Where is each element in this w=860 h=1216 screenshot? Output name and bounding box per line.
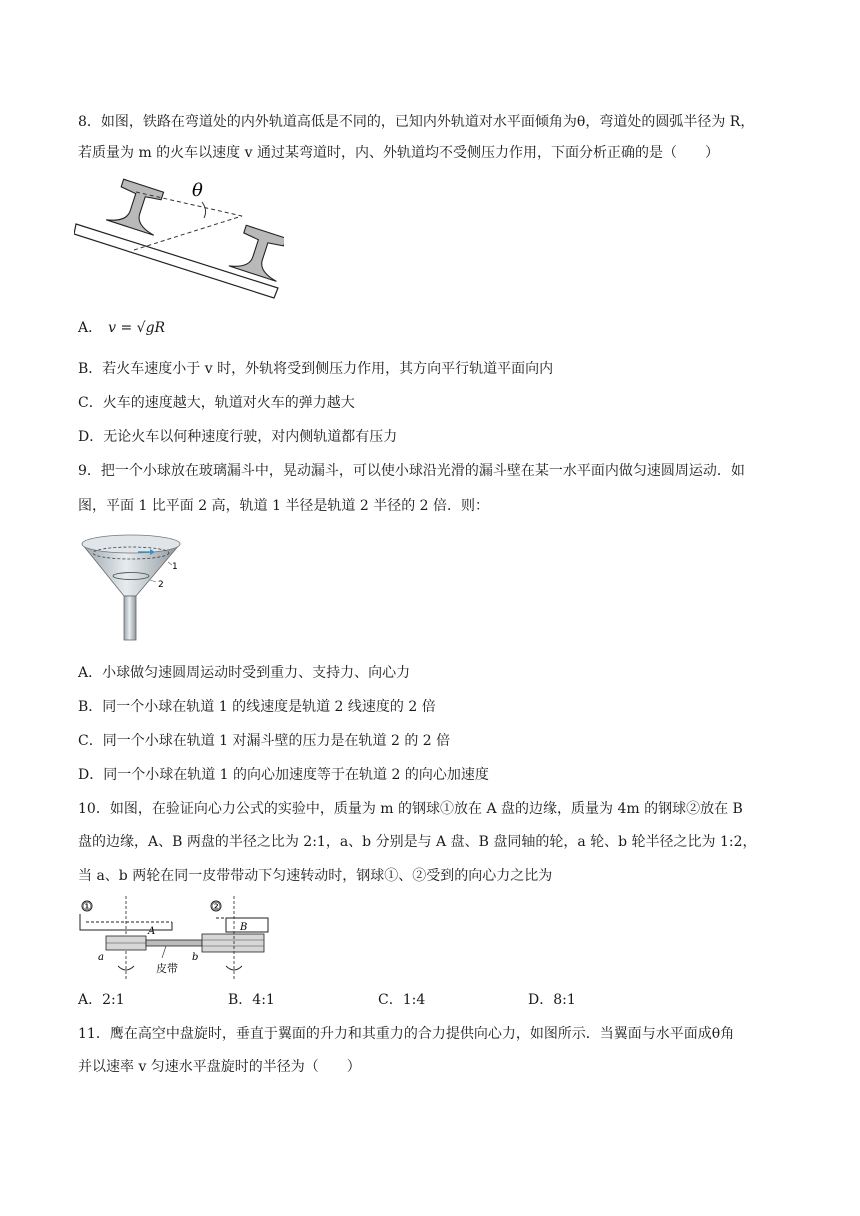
q11-stem-line2: 并以速率 v 匀速水平盘旋时的半径为（ ） (78, 1059, 361, 1075)
right-rail (229, 224, 284, 281)
q8-stem-line2: 若质量为 m 的火车以速度 v 通过某弯道时，内、外轨道均不受侧压力作用，下面分析正确的是（ ） (78, 145, 719, 161)
label-2: 2 (158, 580, 164, 590)
q10-option-a: A．2:1 (78, 992, 125, 1008)
q8-option-d: D．无论火车以何种速度行驶，对内侧轨道都有压力 (78, 429, 398, 445)
wheel-b-label: b (192, 952, 199, 963)
q9-stem-line1: 9．把一个小球放在玻璃漏斗中，晃动漏斗，可以使小球沿光滑的漏斗壁在某一水平面内做匀速圆周运动．如 (78, 463, 745, 479)
incline-dashed-line (136, 192, 242, 216)
funnel-stem (124, 596, 136, 640)
q8-option-c: C．火车的速度越大，轨道对火车的弹力越大 (78, 395, 355, 411)
q9-option-a: A．小球做匀速圆周运动时受到重力、支持力、向心力 (78, 665, 411, 681)
q9-option-d: D．同一个小球在轨道 1 的向心加速度等于在轨道 2 的向心加速度 (78, 767, 489, 783)
q8-option-a (78, 318, 165, 338)
q10-stem-line2: 盘的边缘，A、B 两盘的半径之比为 2:1，a、b 分别是与 A 盘、B 盘同轴的轮，a 轮、b 轮半径之比为 1:2， (78, 834, 757, 850)
q9-option-c: C．同一个小球在轨道 1 对漏斗壁的压力是在轨道 2 的 2 倍 (78, 733, 451, 749)
ball-2-label: ② (211, 900, 221, 913)
angle-arc (202, 202, 206, 218)
q10-apparatus-figure (76, 896, 272, 980)
plate-a-label: A (148, 926, 156, 937)
q8-option-a-formula: v = √gR (108, 320, 166, 336)
q11-stem-line1: 11．鹰在高空中盘旋时，垂直于翼面的升力和其重力的合力提供向心力，如图所示．当翼面与水平面成θ角 (78, 1026, 735, 1042)
q8-rail-figure (74, 172, 284, 300)
q10-option-b: B．4:1 (228, 992, 275, 1008)
wheel-a-label: a (98, 952, 104, 963)
wheel-b (202, 934, 264, 952)
q8-option-a-label: A． (78, 320, 103, 336)
q10-stem-line3: 当 a、b 两轮在同一皮带带动下匀速转动时，钢球①、②受到的向心力之比为 (78, 868, 553, 884)
q10-option-d: D．8:1 (528, 992, 576, 1008)
belt (146, 940, 202, 946)
q9-option-b: B．同一个小球在轨道 1 的线速度是轨道 2 线速度的 2 倍 (78, 699, 436, 715)
q10-stem-line1: 10．如图，在验证向心力公式的实验中，质量为 m 的钢球①放在 A 盘的边缘，质量为 4m 的钢球②放在 B (78, 801, 743, 817)
theta-label: θ (192, 180, 203, 201)
q9-funnel-figure (76, 532, 188, 644)
q9-stem-line2: 图，平面 1 比平面 2 高，轨道 1 半径是轨道 2 半径的 2 倍．则： (78, 498, 490, 514)
label-1: 1 (172, 562, 178, 572)
belt-label: 皮带 (156, 962, 178, 975)
left-rail (106, 178, 167, 235)
q10-option-c: C．1:4 (378, 992, 426, 1008)
ball-1-label: ① (82, 900, 92, 913)
q8-option-b: B．若火车速度小于 v 时，外轨将受到侧压力作用，其方向平行轨道平面向内 (78, 361, 554, 377)
plate-b-label: B (240, 922, 248, 933)
q8-stem-line1: 8．如图，铁路在弯道处的内外轨道高低是不同的，已知内外轨道对水平面倾角为θ，弯道处的圆弧半径为 R， (78, 114, 755, 130)
